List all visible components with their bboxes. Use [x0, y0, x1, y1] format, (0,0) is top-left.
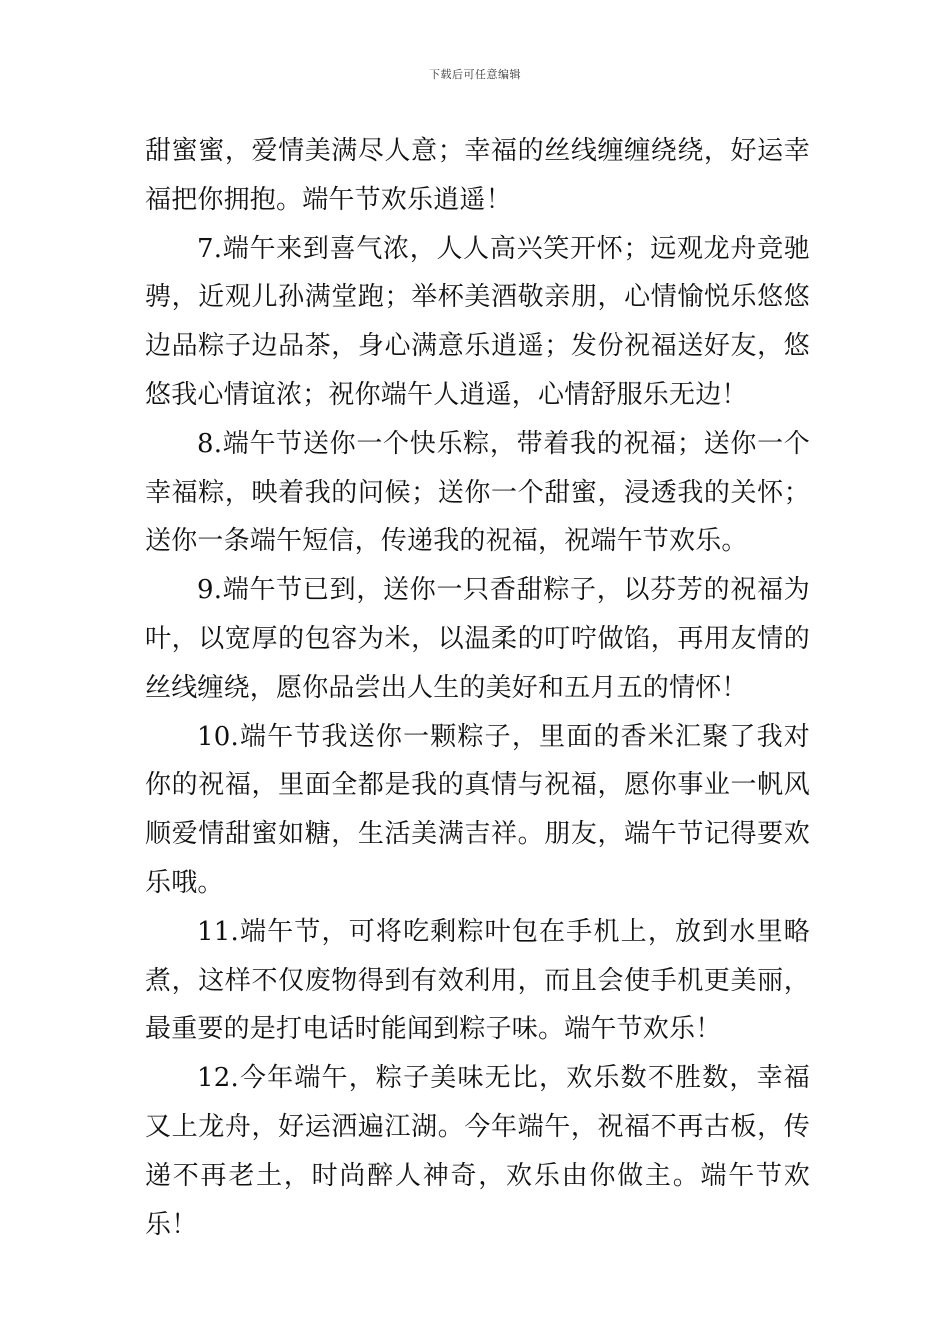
- paragraph-item-8: 8.端午节送你一个快乐粽，带着我的祝福；送你一个幸福粽，映着我的问候；送你一个甜蜜，浸透我的关怀；送你一条端午短信，传递我的祝福，祝端午节欢乐。: [145, 428, 810, 557]
- paragraph-item-9: 9.端午节已到，送你一只香甜粽子，以芬芳的祝福为叶，以宽厚的包容为米，以温柔的叮咛做馅，再用友情的丝线缠绕，愿你品尝出人生的美好和五月五的情怀！: [145, 575, 810, 703]
- paragraph-item-12: 12.今年端午，粽子美味无比，欢乐数不胜数，幸福又上龙舟，好运洒遍江湖。今年端午，祝福不再古板，传递不再老土，时尚醉人神奇，欢乐由你做主。端午节欢乐！: [145, 1063, 810, 1240]
- paragraph-item-11: 11.端午节，可将吃剩粽叶包在手机上，放到水里略煮，这样不仅废物得到有效利用，而且会使手机更美丽，最重要的是打电话时能闻到粽子味。端午节欢乐！: [145, 916, 810, 1045]
- paragraph-item-10: 10.端午节我送你一颗粽子，里面的香米汇聚了我对你的祝福，里面全都是我的真情与祝福，愿你事业一帆风顺爱情甜蜜如糖，生活美满吉祥。朋友，端午节记得要欢乐哦。: [145, 721, 810, 898]
- paragraph-continued: 甜蜜蜜，爱情美满尽人意；幸福的丝线缠缠绕绕，好运幸福把你拥抱。端午节欢乐逍遥！: [145, 136, 810, 215]
- page-header: 下载后可任意编辑: [429, 68, 521, 81]
- document-body: [145, 127, 810, 1249]
- paragraph-item-7: 7.端午来到喜气浓，人人高兴笑开怀；远观龙舟竞驰骋，近观儿孙满堂跑；举杯美酒敬亲朋，心情愉悦乐悠悠边品粽子边品茶，身心满意乐逍遥；发份祝福送好友，悠悠我心情谊浓；祝你端午人逍遥，心情舒服乐无边！: [145, 233, 810, 410]
